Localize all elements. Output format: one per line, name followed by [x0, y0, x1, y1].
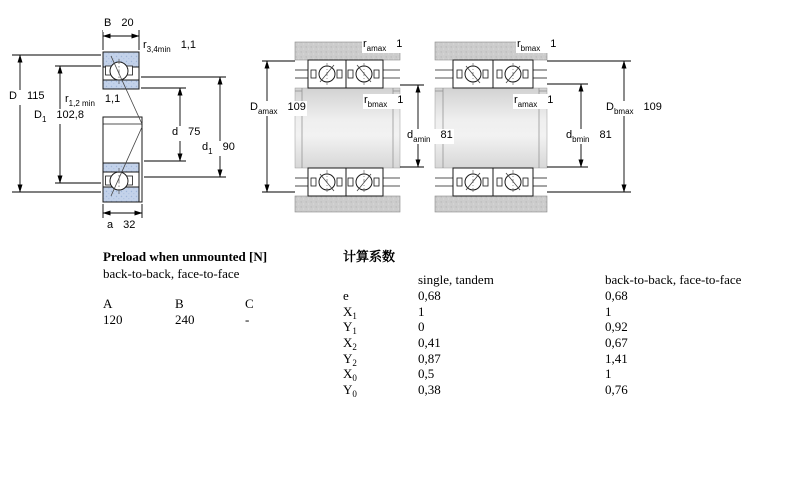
right-mounting-diagram	[435, 42, 547, 212]
factor-row-Y0: $Y_0$ 0,38 0,76	[343, 382, 628, 400]
factor-row-e: e 0,68 0,68	[343, 288, 628, 303]
factor-row-X1: $X_1$ 1 1	[343, 303, 612, 321]
factors-rows	[343, 288, 783, 398]
factors-col-back-to-back: back-to-back, face-to-face	[605, 272, 742, 287]
dim-label-d: d 75	[171, 126, 201, 141]
dim-label-dbmin: d bmin 81	[566, 129, 612, 144]
dim-label-D1: D 1 102,8	[34, 109, 84, 124]
dim-label-Damax: D amax 109	[250, 101, 306, 116]
preload-col-A: A	[103, 296, 113, 311]
factor-row-X0: $X_0$ 0,5 1	[343, 366, 612, 384]
preload-subtitle: back-to-back, face-to-face	[103, 266, 240, 281]
dim-label-B: B 20	[103, 17, 135, 32]
preload-title: Preload when unmounted [N]	[103, 249, 268, 264]
preload-col-B: B	[175, 296, 184, 311]
dim-label-r12min: r 1,2 min 1,1	[65, 93, 121, 108]
factor-row-X2: $X_2$ 0,41 0,67	[343, 335, 628, 353]
technical-drawing	[0, 0, 800, 245]
dim-label-r34min: r 3,4min 1,1	[143, 39, 196, 54]
dim-label-rbmax: r bmax 1	[364, 94, 404, 109]
bearing-drawings	[0, 0, 800, 245]
preload-value-C: -	[245, 312, 250, 327]
calculation-factors-table	[343, 249, 783, 398]
preload-value-B: 240	[175, 312, 195, 327]
dim-label-a: a 32	[106, 219, 136, 234]
dim-label-ramax-2: r amax 1	[514, 94, 554, 109]
factor-row-Y2: $Y_2$ 0,87 1,41	[343, 350, 628, 368]
factors-header-row	[343, 272, 783, 288]
middle-mounting-diagram	[295, 42, 400, 212]
dim-label-damin: d amin 81	[407, 129, 453, 144]
preload-value-A: 120	[103, 312, 123, 327]
right-diagram-dimension-lines	[547, 61, 631, 192]
dim-label-d1: d 1 90	[202, 141, 235, 156]
factors-title: 计算系数	[343, 249, 396, 264]
preload-col-C: C	[245, 296, 254, 311]
dim-label-rbmax-2: r bmax 1	[517, 38, 557, 53]
dim-label-Dbmax: D bmax 109	[606, 101, 662, 116]
factor-row-Y1: $Y_1$ 0 0,92	[343, 319, 628, 337]
dim-label-D: D 115	[8, 90, 46, 105]
factors-col-single-tandem: single, tandem	[418, 272, 494, 287]
dim-label-ramax: r amax 1	[363, 38, 403, 53]
left-bearing-cross-section	[103, 52, 142, 202]
